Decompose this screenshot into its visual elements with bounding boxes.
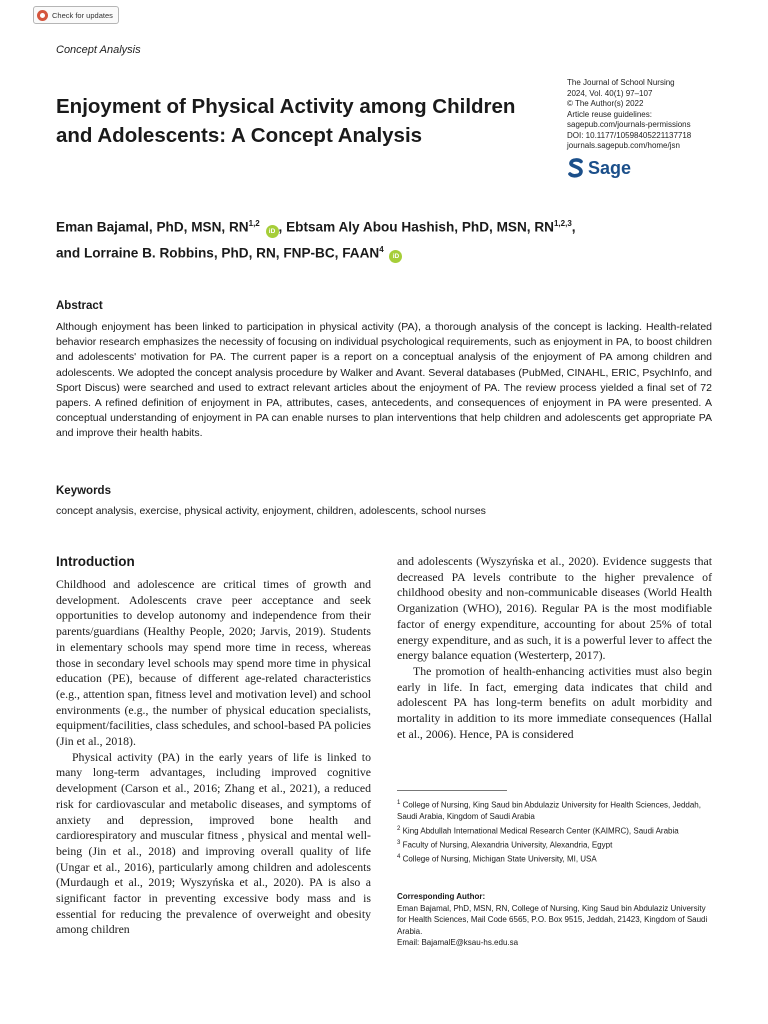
author-3-affiliation: 4 <box>379 244 384 254</box>
author-1-name: Eman Bajamal, PhD, MSN, RN <box>56 219 249 235</box>
footnote-item <box>397 838 717 851</box>
introduction-heading: Introduction <box>56 554 135 569</box>
crossmark-icon <box>37 10 48 21</box>
footnote-number: 4 <box>397 854 401 861</box>
keywords-heading: Keywords <box>56 485 111 497</box>
orcid-icon[interactable]: iD <box>266 225 279 238</box>
body-paragraph: and adolescents (Wyszyńska et al., 2020). Evidence suggests that decreased PA levels contribute to the higher prevalence of childhood obesity and non-communicable diseases (World Health Organization (WHO), 2016). Regular PA is the most modifiable factor of energy expenditure, accounting for about 25% of total energy expenditure, and as such, it is a powerful lever to affect the energy balance equation (Westerterp, 2017). <box>397 554 712 663</box>
reuse-label: Article reuse guidelines: <box>567 109 652 119</box>
sage-wordmark: Sage <box>588 157 632 178</box>
corresponding-author <box>397 891 717 949</box>
corresponding-author-address: Eman Bajamal, PhD, MSN, RN, College of Nursing, King Saud bin Abdulaziz University for Health Sciences, Mail Code 6565, P.O. Box 9515, Jeddah, 21423, Kingdom of Saudi Arabia. <box>397 903 708 936</box>
author-3-name: and Lorraine B. Robbins, PhD, RN, FNP-BC, FAAN <box>56 245 380 261</box>
footnote-divider <box>397 790 507 791</box>
author-separator: , <box>571 219 576 235</box>
journal-volume: 2024, Vol. 40(1) 97–107 <box>567 88 653 98</box>
footnote-number: 3 <box>397 840 401 847</box>
author-2-name: , Ebtsam Aly Abou Hashish, PhD, MSN, RN <box>278 219 554 235</box>
footnote-number: 2 <box>397 825 401 832</box>
journal-copyright: © The Author(s) 2022 <box>567 99 644 108</box>
article-title: Enjoyment of Physical Activity among Children and Adolescents: A Concept Analysis <box>56 95 516 147</box>
footnote-text: College of Nursing, King Saud bin Abdulaziz University for Health Sciences, Jeddah, Saudi Arabia, Kingdom of Saudi Arabia <box>397 800 701 822</box>
doi-link[interactable]: DOI: 10.1177/10598405221137718 <box>567 130 692 140</box>
keywords-text: concept analysis, exercise, physical activity, enjoyment, children, adolescents, school nurses <box>56 505 486 517</box>
corresponding-author-heading: Corresponding Author: <box>397 892 486 901</box>
footnote-item <box>397 852 717 865</box>
section-label: Concept Analysis <box>56 44 141 56</box>
orcid-icon[interactable]: iD <box>389 250 402 263</box>
check-for-updates-badge[interactable] <box>33 6 119 24</box>
footnote-item <box>397 798 717 823</box>
sage-s-icon <box>567 157 585 179</box>
reuse-link[interactable]: sagepub.com/journals-permissions <box>567 120 691 129</box>
footnote-number: 1 <box>397 800 401 806</box>
author-list <box>56 213 716 264</box>
affiliation-footnotes <box>397 798 717 867</box>
check-for-updates-label: Check for updates <box>52 10 113 20</box>
abstract-heading: Abstract <box>56 300 103 312</box>
abstract-text: Although enjoyment has been linked to participation in physical activity (PA), a thorough analysis of the concept is lacking. Health-related behavior research emphasizes the necessity of focusing on individual psychological requirements, such as enjoyment in PA, to boost children and adolescents' motivation for PA. The current paper is a report on a conceptual analysis of the enjoyment of PA among children and adolescents. We adopted the concept analysis procedure by Walker and Avant. Several databases (PubMed, CINAHL, ERIC, PsychInfo, and Sport Discus) were searched and used to extract relevant articles about the enjoyment of PA. The review process yielded a final set of 72 papers. A refined definition of enjoyment in PA, attributes, cases, antecedents, and consequences of enjoyment in PA were presented. A conceptual understanding of enjoyment in PA can enable nurses to plan interventions that help children and adolescents get appropriate PA and improve their health habits. <box>56 321 712 440</box>
body-paragraph: The promotion of health-enhancing activities must also begin early in life. In fact, emerging data indicates that child and adolescent PA has long-term benefits on adult morbidity and mortality in addition to its more immediate consequences (Hallal et al., 2006). Hence, PA is considered <box>397 663 712 741</box>
journal-home-link[interactable]: journals.sagepub.com/home/jsn <box>567 141 680 150</box>
body-column-right <box>397 554 712 742</box>
sage-logo <box>567 157 631 179</box>
author-2-affiliation: 1,2,3 <box>553 219 572 228</box>
footnote-text: King Abdullah International Medical Research Center (KAIMRC), Saudi Arabia <box>402 826 679 836</box>
corresponding-author-email[interactable]: Email: BajamalE@ksau-hs.edu.sa <box>397 938 519 948</box>
body-paragraph: Childhood and adolescence are critical times of growth and development. Adolescents crave peer acceptance and seek opportunities to develop autonomy and independence from their parents/guardians (Healthy People, 2020; Jarvis, 2019). Students in elementary schools may spend more time in recess, whereas those in secondary level schools may spend more time in physical education (PE), because of different age-related characteristics (e.g., attention span, fitness level and motivation level) and school environments (e.g., the number of physical education specialists, equipment/facilities, class schedules, and school-based PA policies (Jin et al., 2018). <box>56 577 371 749</box>
author-1-affiliation: 1,2 <box>248 219 260 228</box>
body-paragraph: Physical activity (PA) in the early years of life is linked to many long-term advantages, including improved cognitive development (Carson et al., 2016; Zhang et al., 2021), a reduced risk for cardiovascular and metabolic diseases, and symptoms of anxiety and depression, improved bone health and cardiorespiratory and muscular fitness , physical and mental well-being (Jin et al., 2018) and improving overall quality of life (Ungar et al., 2016), particularly among children and adolescents (Murdaugh et al., 2019; Wyszyńska et al., 2020). PA is also a significant factor in preventing excessive body mass and is essential for reducing the prevalence of overweight and obesity among children <box>56 749 371 937</box>
footnote-text: College of Nursing, Michigan State University, MI, USA <box>402 855 597 864</box>
journal-meta <box>567 78 747 152</box>
body-column-left <box>56 577 371 938</box>
footnote-item <box>397 824 717 837</box>
footnote-text: Faculty of Nursing, Alexandria University, Alexandria, Egypt <box>402 840 613 850</box>
journal-name: The Journal of School Nursing <box>567 78 675 87</box>
